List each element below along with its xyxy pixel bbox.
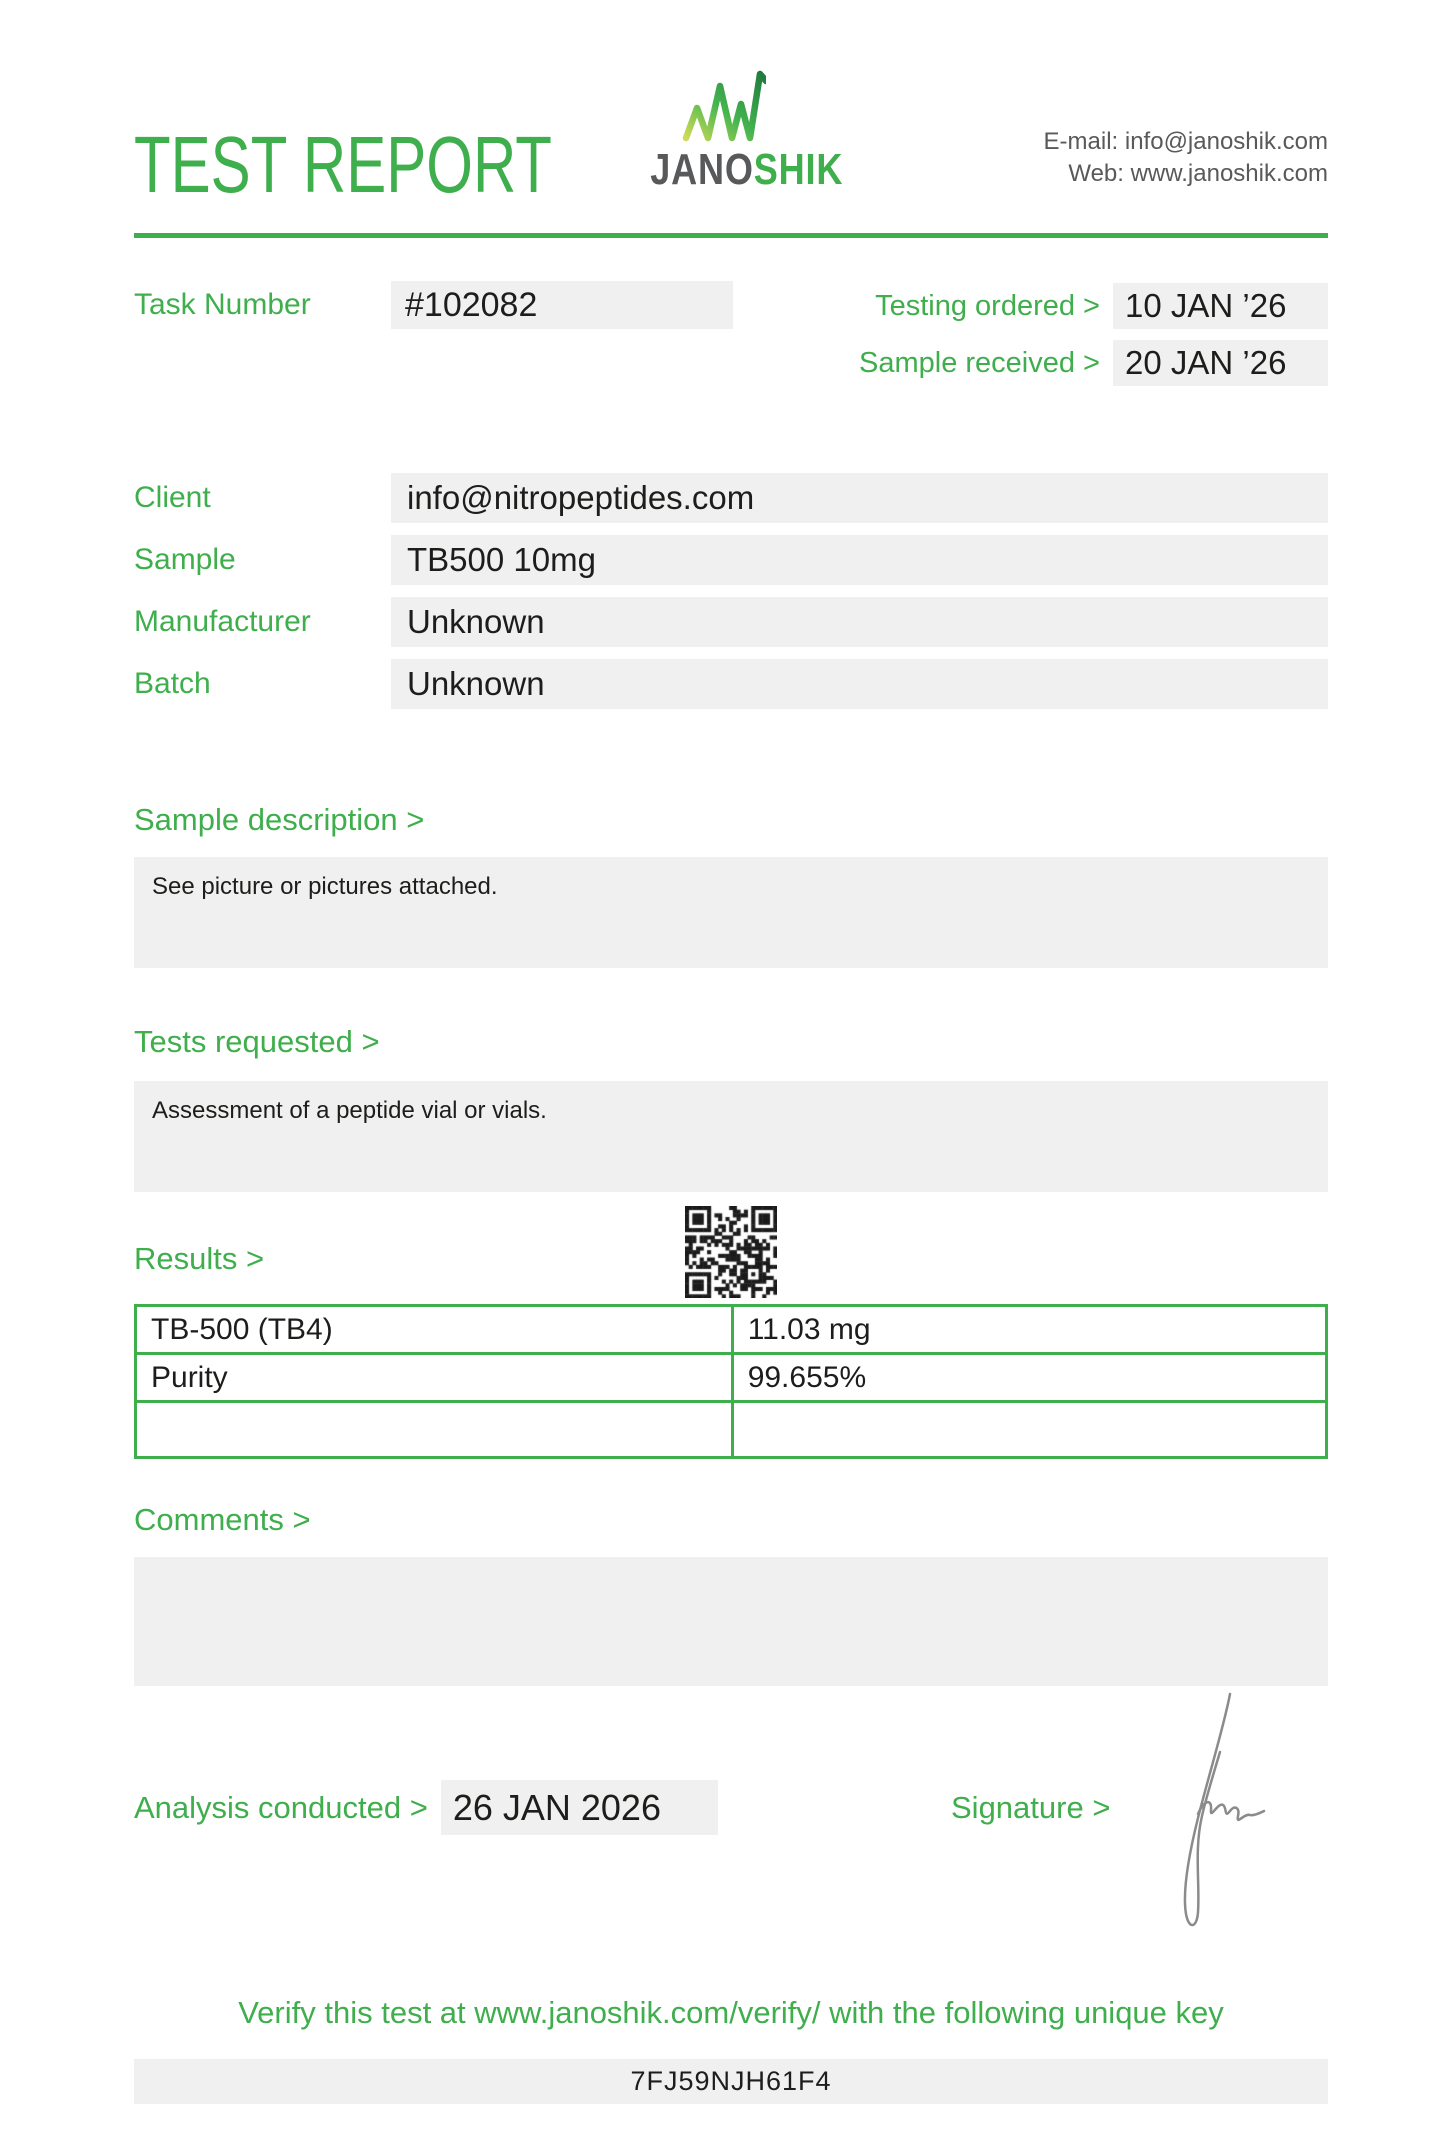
logo-text-jano: JANO <box>650 145 754 194</box>
contact-info <box>1044 126 1328 190</box>
client-row <box>134 473 1328 523</box>
task-dates-row <box>134 281 1328 393</box>
sample-received-value: 20 JAN ’26 <box>1113 340 1328 386</box>
batch-value: Unknown <box>391 659 1328 709</box>
sample-label: Sample <box>134 543 236 576</box>
table-row <box>136 1306 1327 1354</box>
analysis-conducted-label: Analysis conducted > <box>134 1790 428 1825</box>
sample-received-label: Sample received > <box>859 347 1100 379</box>
testing-ordered-label: Testing ordered > <box>875 290 1100 322</box>
table-row <box>136 1402 1327 1458</box>
janoshik-logo <box>634 70 844 194</box>
logo-text-shik: SHIK <box>753 145 844 194</box>
dates-group <box>859 283 1328 397</box>
result-value: 11.03 mg <box>732 1306 1326 1354</box>
result-value: 99.655% <box>732 1354 1326 1402</box>
analysis-group <box>134 1780 718 1835</box>
task-number-label: Task Number <box>134 288 311 321</box>
qr-code <box>685 1206 777 1298</box>
result-value <box>732 1402 1326 1458</box>
results-block <box>134 1192 1328 1304</box>
logo-wordmark <box>650 145 844 194</box>
tests-requested-text: Assessment of a peptide vial or vials. <box>152 1097 547 1124</box>
batch-label: Batch <box>134 667 211 700</box>
table-row <box>136 1354 1327 1402</box>
comments-box <box>134 1557 1328 1686</box>
info-fields <box>134 473 1328 709</box>
sample-value: TB500 10mg <box>391 535 1328 585</box>
comments-heading: Comments > <box>134 1502 311 1537</box>
unique-key-value: 7FJ59NJH61F4 <box>134 2059 1328 2104</box>
client-label: Client <box>134 481 211 514</box>
signature-label: Signature > <box>951 1790 1111 1825</box>
results-table <box>134 1304 1328 1459</box>
sample-received-row <box>859 340 1328 386</box>
result-name: Purity <box>136 1354 733 1402</box>
contact-web: Web: www.janoshik.com <box>1068 160 1328 187</box>
manufacturer-label: Manufacturer <box>134 605 311 638</box>
results-heading: Results > <box>134 1241 265 1276</box>
analysis-conducted-value: 26 JAN 2026 <box>441 1780 718 1835</box>
sample-description-heading: Sample description > <box>134 802 425 837</box>
tests-requested-heading: Tests requested > <box>134 1024 380 1059</box>
sample-description-box <box>134 857 1328 968</box>
logo-chart-icon <box>682 70 766 142</box>
client-value: info@nitropeptides.com <box>391 473 1328 523</box>
result-name <box>136 1402 733 1458</box>
manufacturer-row <box>134 597 1328 647</box>
task-number-value: #102082 <box>391 281 733 329</box>
signature-image <box>1164 1686 1274 1938</box>
verify-instruction: Verify this test at www.janoshik.com/verify/ with the following unique key <box>238 1995 1224 2030</box>
analysis-signature-row <box>134 1686 1328 1938</box>
batch-row <box>134 659 1328 709</box>
result-name: TB-500 (TB4) <box>136 1306 733 1354</box>
sample-row <box>134 535 1328 585</box>
task-number-group <box>134 281 733 329</box>
manufacturer-value: Unknown <box>391 597 1328 647</box>
sample-description-text: See picture or pictures attached. <box>152 873 498 900</box>
contact-email: E-mail: info@janoshik.com <box>1043 128 1328 155</box>
report-header <box>134 0 1328 238</box>
testing-ordered-row <box>859 283 1328 329</box>
testing-ordered-value: 10 JAN ’26 <box>1113 283 1328 329</box>
page-title: TEST REPORT <box>134 120 552 209</box>
tests-requested-box <box>134 1081 1328 1192</box>
